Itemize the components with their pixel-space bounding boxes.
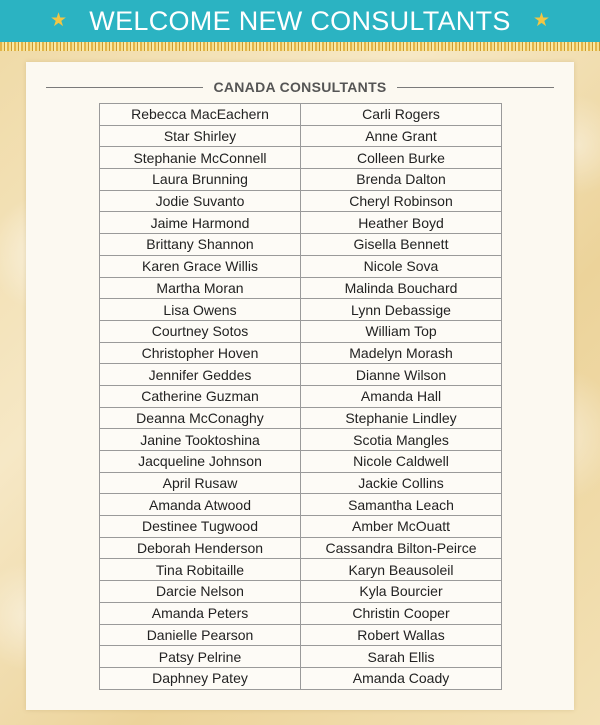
- consultant-name-cell: Christin Cooper: [301, 602, 502, 624]
- consultant-name-cell: Brenda Dalton: [301, 169, 502, 191]
- consultant-name-cell: Destinee Tugwood: [100, 516, 301, 538]
- table-row: [100, 385, 502, 407]
- table-row: [100, 602, 502, 624]
- consultant-name-cell: Amber McOuatt: [301, 516, 502, 538]
- consultant-name-cell: Patsy Pelrine: [100, 646, 301, 668]
- table-row: [100, 494, 502, 516]
- consultant-name-cell: Nicole Sova: [301, 255, 502, 277]
- consultant-name-cell: Jaime Harmond: [100, 212, 301, 234]
- heading-rule-right: [397, 87, 554, 88]
- consultant-name-cell: Heather Boyd: [301, 212, 502, 234]
- page-title: WELCOME NEW CONSULTANTS: [89, 6, 511, 36]
- consultant-name-cell: Janine Tooktoshina: [100, 429, 301, 451]
- consultant-name-cell: Lisa Owens: [100, 299, 301, 321]
- table-row: [100, 472, 502, 494]
- table-row: [100, 299, 502, 321]
- consultant-name-cell: Nicole Caldwell: [301, 451, 502, 473]
- consultant-name-cell: Star Shirley: [100, 125, 301, 147]
- consultant-name-cell: Gisella Bennett: [301, 234, 502, 256]
- consultant-name-cell: Lynn Debassige: [301, 299, 502, 321]
- consultant-name-cell: Karen Grace Willis: [100, 255, 301, 277]
- table-row: [100, 646, 502, 668]
- glitter-strip: [0, 42, 600, 51]
- consultant-name-cell: Jennifer Geddes: [100, 364, 301, 386]
- table-row: [100, 147, 502, 169]
- consultant-name-cell: Jacqueline Johnson: [100, 451, 301, 473]
- table-row: [100, 624, 502, 646]
- consultant-name-cell: Cassandra Bilton-Peirce: [301, 537, 502, 559]
- table-row: [100, 407, 502, 429]
- table-row: [100, 342, 502, 364]
- consultant-name-cell: Sarah Ellis: [301, 646, 502, 668]
- table-row: [100, 581, 502, 603]
- consultant-name-cell: Stephanie McConnell: [100, 147, 301, 169]
- table-row: [100, 169, 502, 191]
- content-panel: [26, 62, 574, 710]
- consultant-name-cell: William Top: [301, 320, 502, 342]
- consultant-name-cell: Karyn Beausoleil: [301, 559, 502, 581]
- consultant-name-cell: Madelyn Morash: [301, 342, 502, 364]
- table-row: [100, 320, 502, 342]
- section-heading: [46, 78, 554, 96]
- consultant-name-cell: Martha Moran: [100, 277, 301, 299]
- consultant-name-cell: Cheryl Robinson: [301, 190, 502, 212]
- table-row: [100, 451, 502, 473]
- consultant-name-cell: Brittany Shannon: [100, 234, 301, 256]
- table-row: [100, 255, 502, 277]
- section-title: CANADA CONSULTANTS: [213, 79, 387, 95]
- table-row: [100, 429, 502, 451]
- consultant-name-cell: Jackie Collins: [301, 472, 502, 494]
- consultant-name-cell: Deanna McConaghy: [100, 407, 301, 429]
- consultant-name-cell: April Rusaw: [100, 472, 301, 494]
- consultant-name-cell: Amanda Atwood: [100, 494, 301, 516]
- consultant-name-cell: Amanda Peters: [100, 602, 301, 624]
- table-row: [100, 364, 502, 386]
- table-row: [100, 104, 502, 126]
- consultant-name-cell: Dianne Wilson: [301, 364, 502, 386]
- consultant-name-cell: Christopher Hoven: [100, 342, 301, 364]
- table-row: [100, 277, 502, 299]
- star-icon: ★: [50, 10, 68, 31]
- table-row: [100, 212, 502, 234]
- consultant-name-cell: Kyla Bourcier: [301, 581, 502, 603]
- consultant-table: [99, 103, 502, 690]
- consultant-name-cell: Catherine Guzman: [100, 385, 301, 407]
- consultant-name-cell: Jodie Suvanto: [100, 190, 301, 212]
- table-row: [100, 190, 502, 212]
- table-row: [100, 516, 502, 538]
- table-row: [100, 537, 502, 559]
- consultant-name-cell: Malinda Bouchard: [301, 277, 502, 299]
- consultant-name-cell: Colleen Burke: [301, 147, 502, 169]
- consultant-name-cell: Daphney Patey: [100, 667, 301, 689]
- consultant-name-cell: Robert Wallas: [301, 624, 502, 646]
- table-row: [100, 234, 502, 256]
- table-row: [100, 667, 502, 689]
- consultant-table-body: [100, 104, 502, 690]
- consultant-name-cell: Darcie Nelson: [100, 581, 301, 603]
- consultant-name-cell: Courtney Sotos: [100, 320, 301, 342]
- consultant-name-cell: Danielle Pearson: [100, 624, 301, 646]
- consultant-name-cell: Tina Robitaille: [100, 559, 301, 581]
- consultant-name-cell: Scotia Mangles: [301, 429, 502, 451]
- heading-rule-left: [46, 87, 203, 88]
- consultant-name-cell: Amanda Coady: [301, 667, 502, 689]
- consultant-name-cell: Stephanie Lindley: [301, 407, 502, 429]
- consultant-name-cell: Rebecca MacEachern: [100, 104, 301, 126]
- consultant-name-cell: Amanda Hall: [301, 385, 502, 407]
- table-row: [100, 559, 502, 581]
- table-row: [100, 125, 502, 147]
- consultant-name-cell: Carli Rogers: [301, 104, 502, 126]
- consultant-name-cell: Laura Brunning: [100, 169, 301, 191]
- star-icon: ★: [532, 10, 550, 31]
- consultant-name-cell: Anne Grant: [301, 125, 502, 147]
- consultant-name-cell: Deborah Henderson: [100, 537, 301, 559]
- consultant-name-cell: Samantha Leach: [301, 494, 502, 516]
- header-banner: [0, 0, 600, 42]
